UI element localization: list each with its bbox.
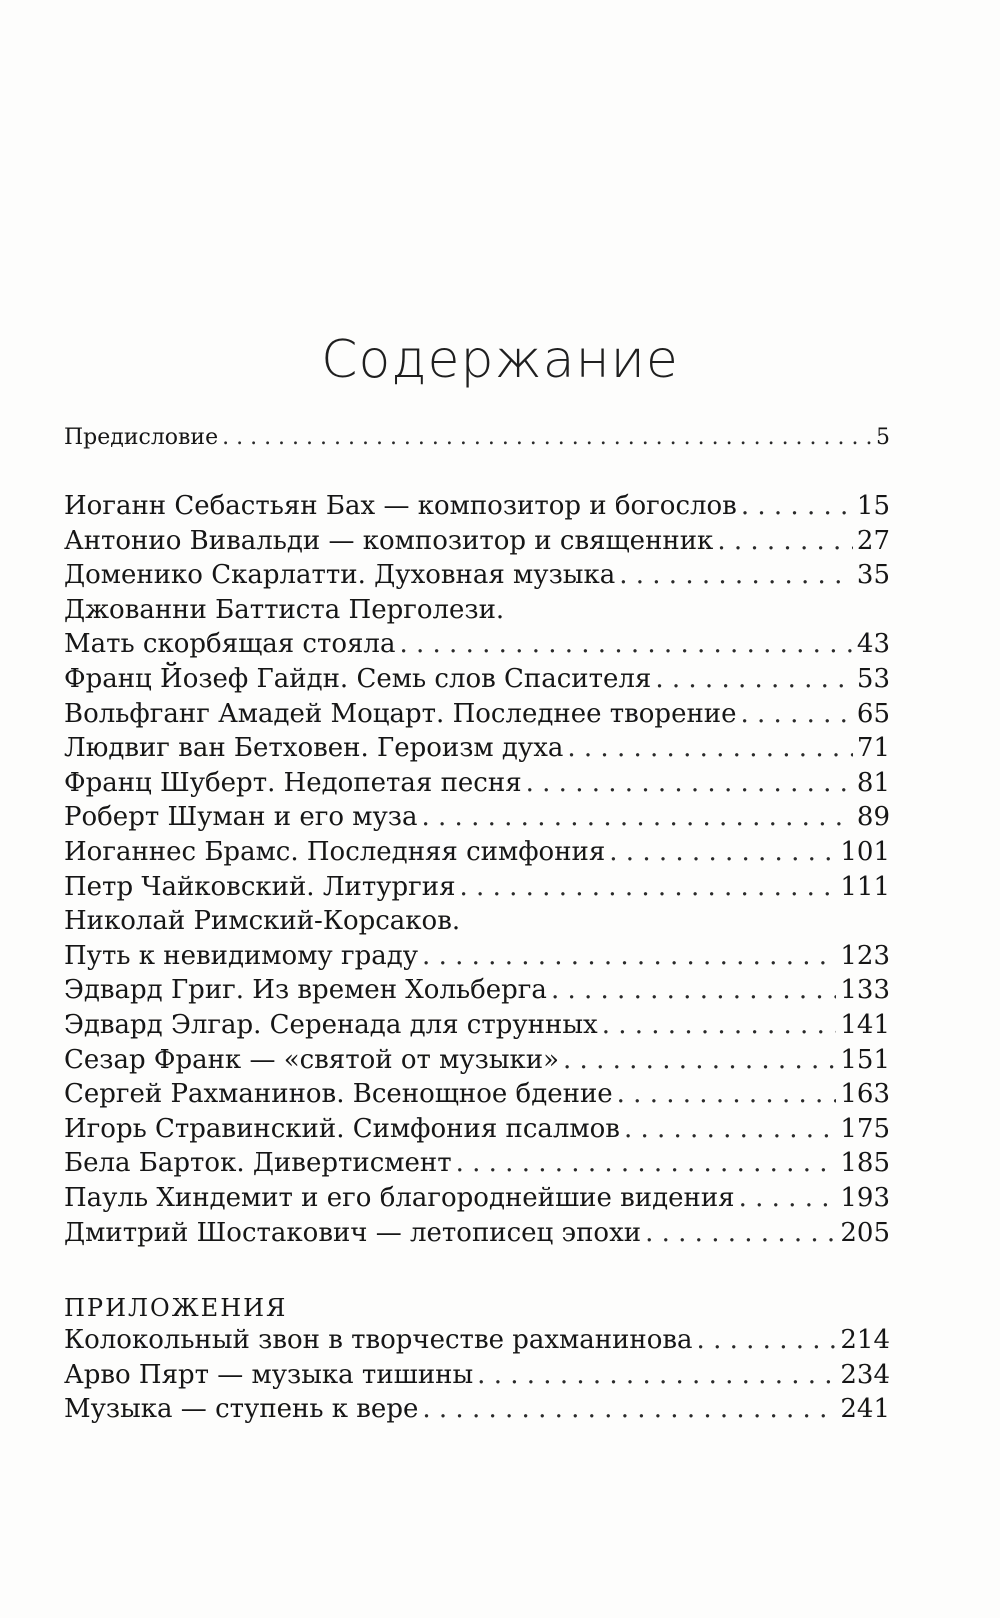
toc-entry xyxy=(64,523,890,559)
toc-entry-page: 214 xyxy=(840,1325,890,1355)
toc-entry-title: Музыка — ступень к вере xyxy=(64,1394,419,1425)
dot-leader xyxy=(619,557,853,593)
dot-leader xyxy=(645,1215,836,1251)
toc-entry xyxy=(64,1322,890,1358)
dot-leader xyxy=(655,661,853,697)
toc-entry-title: Мать скорбящая стояла xyxy=(64,629,396,660)
dot-leader xyxy=(222,420,872,456)
toc-entry-title: Эдвард Григ. Из времен Хольберга xyxy=(64,975,547,1006)
dot-leader xyxy=(741,696,853,732)
dot-leader xyxy=(422,1391,836,1427)
toc-entry-title: Игорь Стравинский. Симфония псалмов xyxy=(64,1113,620,1144)
toc-entry-title: Путь к невидимому граду xyxy=(64,940,419,971)
toc-entry xyxy=(64,488,890,524)
appendix-heading: ПРИЛОЖЕНИЯ xyxy=(64,1294,288,1322)
toc-entry-title: Сергей Рахманинов. Всенощное бдение xyxy=(64,1079,613,1110)
toc-entry-title: Доменико Скарлатти. Духовная музыка xyxy=(64,560,616,591)
toc-entry xyxy=(64,557,890,593)
toc-entry xyxy=(64,696,890,732)
toc-entry-title: Пауль Хиндемит и его благороднейшие видения xyxy=(64,1183,735,1213)
toc-entry-title: Антонио Вивальди — композитор и священник xyxy=(64,525,714,556)
toc-entry-page: 193 xyxy=(840,1183,890,1213)
toc-entry-page: 71 xyxy=(856,733,890,764)
dot-leader xyxy=(617,1076,837,1112)
toc-entry-title: Колокольный звон в творчестве рахманинова xyxy=(64,1325,693,1355)
toc-entry-page: 89 xyxy=(856,802,890,833)
toc-entry-title: Роберт Шуман и его муза xyxy=(64,802,418,833)
toc-entry xyxy=(64,1145,890,1181)
toc-entry-page: 81 xyxy=(856,767,890,798)
toc-entry-page: 27 xyxy=(856,525,890,556)
toc-entry xyxy=(64,834,890,870)
dot-leader xyxy=(526,765,853,801)
toc-entry xyxy=(64,1076,890,1112)
toc-entry-title: Сезар Франк — «святой от музыки» xyxy=(64,1044,560,1075)
toc-entry xyxy=(64,592,890,628)
dot-leader xyxy=(609,834,836,870)
dot-leader xyxy=(460,869,837,905)
toc-entry-page: 151 xyxy=(840,1044,890,1075)
dot-leader xyxy=(563,1042,836,1078)
toc-entry xyxy=(64,730,890,766)
toc-entry-page: 241 xyxy=(840,1394,890,1425)
toc-entry-page: 15 xyxy=(856,491,890,521)
dot-leader xyxy=(717,523,853,559)
toc-entry-title: Иоганнес Брамс. Последняя симфония xyxy=(64,837,606,867)
toc-entry-preface xyxy=(64,420,890,456)
toc-entry-page: 111 xyxy=(840,871,890,902)
dot-leader xyxy=(399,626,852,662)
toc-entry xyxy=(64,1111,890,1147)
dot-leader xyxy=(739,1180,837,1216)
toc-entry-page: 65 xyxy=(856,698,890,729)
toc-entry-title: Петр Чайковский. Литургия xyxy=(64,871,456,902)
toc-entry-page: 205 xyxy=(840,1217,890,1248)
toc-entry xyxy=(64,869,890,905)
toc-entry xyxy=(64,1215,890,1251)
dot-leader xyxy=(697,1322,837,1358)
toc-entry xyxy=(64,1391,890,1427)
toc-entry xyxy=(64,799,890,835)
toc-entry-page: 141 xyxy=(840,1010,890,1040)
toc-entry-page: 163 xyxy=(840,1079,890,1110)
dot-leader xyxy=(741,488,853,524)
toc-entry-page: 185 xyxy=(840,1148,890,1179)
toc-entry xyxy=(64,1007,890,1043)
toc-entry-page: 133 xyxy=(840,975,890,1006)
dot-leader xyxy=(477,1357,836,1393)
toc-entry-title: Франц Йозеф Гайдн. Семь слов Спасителя xyxy=(64,664,652,694)
dot-leader xyxy=(422,938,836,974)
toc-entry-page: 5 xyxy=(876,425,890,450)
toc-entry xyxy=(64,626,890,662)
toc-entry xyxy=(64,1357,890,1393)
toc-entry-title: Николай Римский-Корсаков. xyxy=(64,906,461,937)
dot-leader xyxy=(624,1111,836,1147)
toc-entry-page: 234 xyxy=(840,1359,890,1390)
toc-entry-title: Эдвард Элгар. Серенада для струнных xyxy=(64,1010,598,1040)
toc-entry-title: Арво Пярт — музыка тишины xyxy=(64,1359,474,1390)
toc-entry xyxy=(64,903,890,939)
page-title: Содержание xyxy=(321,330,679,390)
toc-entry-page: 35 xyxy=(856,560,890,591)
toc-entry xyxy=(64,1180,890,1216)
dot-leader xyxy=(422,799,853,835)
toc-entry-title: Людвиг ван Бетховен. Героизм духа xyxy=(64,733,564,764)
dot-leader xyxy=(602,1007,837,1043)
toc-entry-title: Бела Барток. Дивертисмент xyxy=(64,1148,452,1179)
toc-entry-title: Вольфганг Амадей Моцарт. Последнее творение xyxy=(64,698,737,729)
toc-entry xyxy=(64,972,890,1008)
toc-entry-page: 53 xyxy=(856,664,890,694)
toc-entry-page: 123 xyxy=(840,940,890,971)
toc-entry-title: Иоганн Себастьян Бах — композитор и богослов xyxy=(64,491,737,521)
dot-leader xyxy=(551,972,836,1008)
toc-entry-page: 43 xyxy=(856,629,890,660)
toc-entry xyxy=(64,1042,890,1078)
toc-entry-title: Дмитрий Шостакович — летописец эпохи xyxy=(64,1217,642,1248)
toc-entry xyxy=(64,661,890,697)
toc-entry-title: Франц Шуберт. Недопетая песня xyxy=(64,767,522,798)
toc-entry-title: Предисловие xyxy=(64,425,219,450)
toc-entry xyxy=(64,938,890,974)
dot-leader xyxy=(456,1145,837,1181)
toc-entry xyxy=(64,765,890,801)
dot-leader xyxy=(567,730,853,766)
toc-entry-page: 175 xyxy=(840,1113,890,1144)
toc-entry-page: 101 xyxy=(840,837,890,867)
toc-entry-title: Джованни Баттиста Перголези. xyxy=(64,594,505,625)
